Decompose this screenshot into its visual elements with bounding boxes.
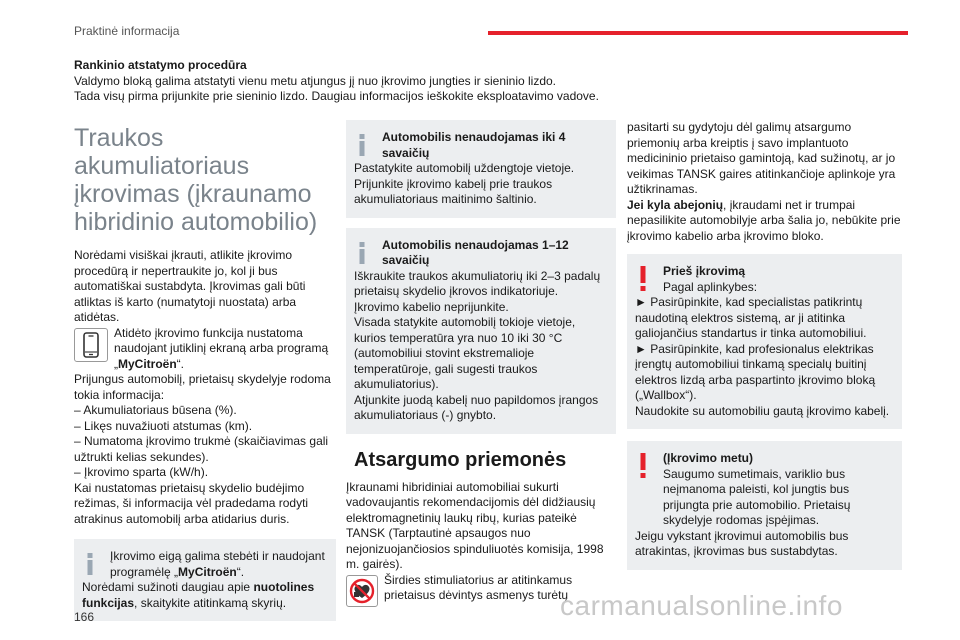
deferred-charging-note bbox=[74, 326, 336, 373]
warn1-line-2: ► Pasirūpinkite, kad specialistas patikrintų naudotiną elektros sistemą, ar ji atitinka galiojančius standartus ir tinka automobiliui. bbox=[635, 295, 867, 340]
info-box-app bbox=[74, 539, 336, 621]
warning-box-during-charging bbox=[627, 441, 902, 570]
consult-doctor-paragraph: pasitarti su gydytoju dėl galimų atsargumo priemonių arba kreiptis į savo implantuoto medicininio prietaiso gamintoją, kad sužinotų, ar jo veikimas TANSK gaires atitinkančioje aplinkoje yra užtikrinamas. bbox=[627, 120, 896, 196]
column-1 bbox=[74, 120, 336, 631]
deferred-text-end: “. bbox=[176, 356, 185, 371]
warning-icon bbox=[635, 264, 651, 292]
warn2-title: (Įkrovimo metu) bbox=[663, 451, 754, 465]
doubt-bold: Jei kyla abejonių bbox=[627, 197, 724, 212]
info-text-4: , skaitykite atitinkamą skyrių. bbox=[134, 595, 287, 610]
dashboard-info-intro: Prijungus automobilį, prietaisų skydelyje rodoma tokia informacija: bbox=[74, 372, 331, 402]
info-box-1-12-weeks bbox=[346, 228, 616, 434]
info-text-2: “. bbox=[236, 564, 245, 579]
section-title-charging: Traukos akumuliatoriaus įkrovimas (įkraunamo hibridinio automobilio) bbox=[74, 124, 318, 236]
warning-box-before-charging bbox=[627, 254, 902, 429]
warn1-line-4: Naudokite su automobiliu gautą įkrovimo kabelį. bbox=[635, 403, 890, 418]
section-title-precautions: Atsargumo priemonės bbox=[354, 448, 567, 471]
smartphone-icon bbox=[74, 328, 108, 362]
info-text-1: Įkrovimo eigą galima stebėti ir naudojant programėlę „ bbox=[110, 549, 325, 579]
warn2-line-1: Saugumo sumetimais, variklio bus neįmanoma paleisti, kol jungtis bus prijungta prie automobilio. Prietaisų skydelyje rodomas įspėjimas. bbox=[663, 466, 851, 527]
reset-title: Rankinio atstatymo procedūra bbox=[74, 58, 247, 72]
info-icon bbox=[354, 130, 370, 156]
precautions-intro: Įkraunami hibridiniai automobiliai sukurti vadovaujantis rekomendacijomis dėl didžiausių elektromagnetinių laukų ribų, kurias pateikė TANSK (Tarptautinė apsaugos nuo nejonizuojančiosios spinduliuotės komisija, 1998 m. gairės). bbox=[346, 479, 604, 571]
pacemaker-text: Širdies stimuliatorius ar atitinkamus prietaisus dėvintys asmenys turėtų bbox=[384, 572, 573, 602]
warn1-line-1: Pagal aplinkybes: bbox=[663, 279, 758, 294]
running-header: Praktinė informacija bbox=[74, 24, 180, 38]
warning-icon bbox=[635, 451, 651, 479]
doubt-text: , įkraudami net ir trumpai nepasilikite automobilyje arba šalia jo, nebūkite prie įkrovimo kabelio arba įkrovimo bloko. bbox=[627, 197, 901, 243]
header-accent-bar bbox=[488, 31, 908, 35]
info-remote-functions: nuotolines funkcijas bbox=[82, 580, 315, 610]
info-icon bbox=[354, 238, 370, 264]
page-number: 166 bbox=[74, 610, 95, 624]
column-3 bbox=[627, 120, 902, 580]
list-item-rate: – Įkrovimo sparta (kW/h). bbox=[74, 465, 209, 479]
box2-body-1: Iškraukite traukos akumuliatorių iki 2–3 padalų prietaisų skydelio įkrovos indikatoriuje. bbox=[354, 268, 601, 298]
pacemaker-prohibited-icon bbox=[346, 575, 378, 607]
reset-line-2: Tada visų pirma prijunkite prie sieninio lizdo. Daugiau informacijos ieškokite eksploatavimo vadove. bbox=[74, 89, 599, 103]
reset-line-1: Valdymo bloką galima atstatyti vienu metu atjungus jį nuo įkrovimo jungties ir sieninio lizdo. bbox=[74, 73, 557, 88]
list-item-range: – Likęs nuvažiuoti atstumas (km). bbox=[74, 418, 253, 433]
info-box-4-weeks bbox=[346, 120, 616, 218]
app-brand: MyCitroën bbox=[118, 356, 177, 371]
watermark: carmanualsonline.info bbox=[560, 590, 843, 621]
reset-section bbox=[74, 58, 914, 105]
warn2-line-2: Jeigu vykstant įkrovimui automobilis bus atrakintas, įkrovimas bus sustabdytas. bbox=[635, 528, 849, 558]
box2-body-2: Įkrovimo kabelio neprijunkite. bbox=[354, 299, 509, 314]
standby-paragraph: Kai nustatomas prietaisų skydelio budėjimo režimas, ši informacija vėl pradedama rodyti atrakinus automobilį arba atidarius duris. bbox=[74, 480, 309, 526]
info-text-3: Norėdami sužinoti daugiau apie bbox=[82, 580, 254, 594]
list-item-battery: – Akumuliatoriaus būsena (%). bbox=[74, 403, 237, 417]
box2-body-4: Atjunkite juodą kabelį nuo papildomos įrangos akumuliatoriaus (-) gnybto. bbox=[354, 392, 599, 422]
deferred-text: Atidėto įkrovimo funkcija nustatoma naudojant jutiklinį ekraną arba programą „ bbox=[114, 325, 329, 371]
charging-intro: Norėdami visiškai įkrauti, atlikite įkrovimo procedūrą ir nepertraukite jo, kol ji bus automatiškai sustabdyta. Įkrovimas gali būti atliktas iš karto (numatytoji nuostata) arba atidėtas. bbox=[74, 248, 306, 324]
box1-body: Pastatykite automobilį uždengtoje vietoje. Prijunkite įkrovimo kabelį prie traukos akumuliatoriaus maitinimo šaltinio. bbox=[354, 161, 575, 206]
box2-title: Automobilis nenaudojamas 1–12 savaičių bbox=[382, 237, 569, 267]
box2-body-3: Visada statykite automobilį tokioje vietoje, kurios temperatūra yra nuo 10 iki 30 °C (automobiliui stovint ekstremalioje temperatūroje, gali sugesti traukos akumuliatorius). bbox=[354, 315, 576, 391]
column-2 bbox=[346, 120, 616, 607]
list-item-duration: – Numatoma įkrovimo trukmė (skaičiavimas gali užtrukti kelias sekundes). bbox=[74, 434, 329, 464]
box1-title: Automobilis nenaudojamas iki 4 savaičių bbox=[382, 130, 566, 160]
warn1-line-3: ► Pasirūpinkite, kad profesionalus elektrikas įrengtų automobiliui tinkamą specialų buitinį elektros lizdą arba paspartinto įkrovimo bloką („Wallbox“). bbox=[635, 341, 876, 402]
info-icon bbox=[82, 549, 98, 575]
info-brand: MyCitroën bbox=[178, 564, 237, 579]
warn1-title: Prieš įkrovimą bbox=[663, 264, 746, 278]
